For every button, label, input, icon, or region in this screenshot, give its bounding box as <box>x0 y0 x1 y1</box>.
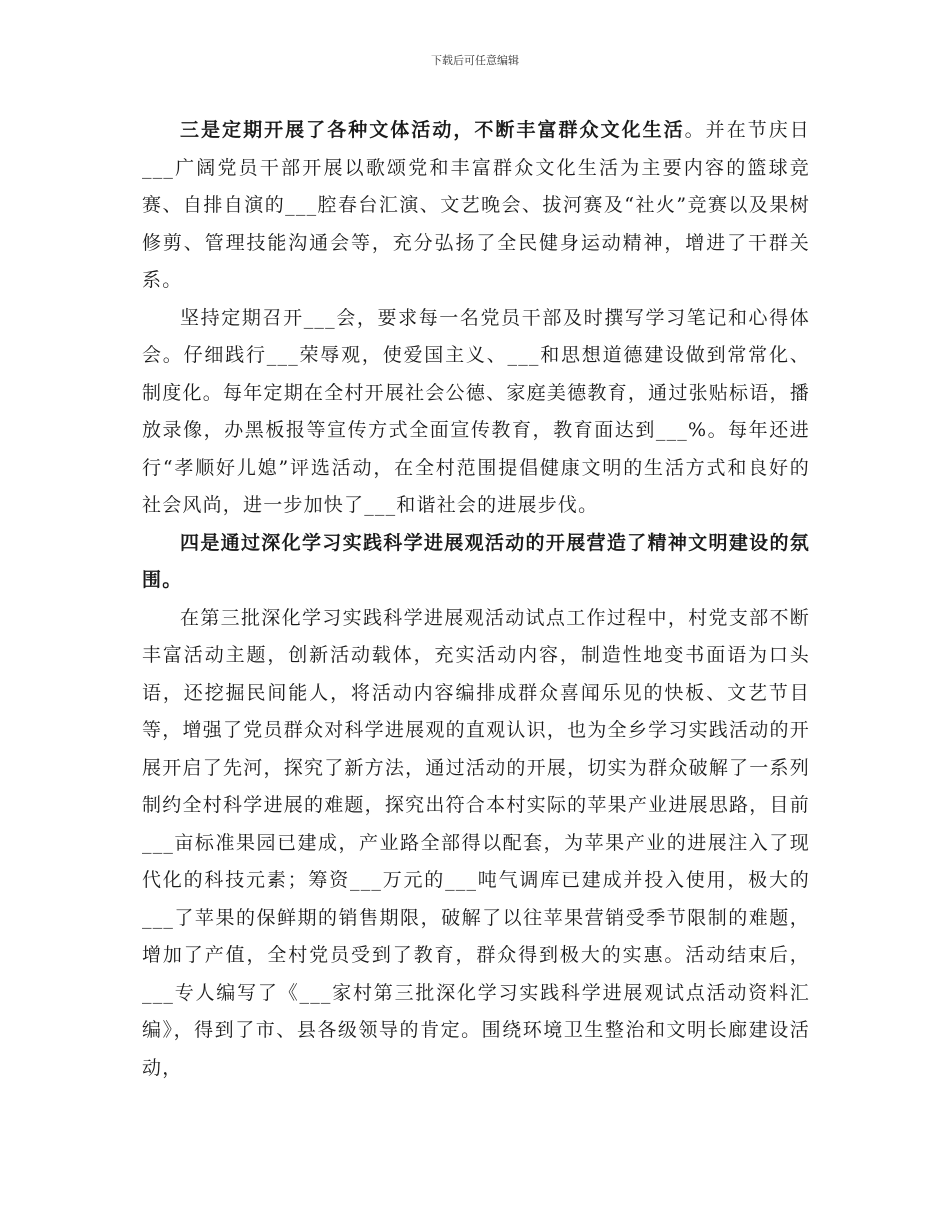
page-header: 下载后可任意编辑 <box>431 54 519 67</box>
paragraph-body-text: 。并在节庆日___广阔党员干部开展以歌颂党和丰富群众文化生活为主要内容的篮球竞赛、自排自演的___腔春台汇演、文艺晚会、拔河赛及“社火”竞赛以及果树修剪、管理技能沟通会等，充分弘扬了全民健身运动精神，增进了干群关系。 <box>142 119 810 291</box>
section-heading-four: 四是通过深化学习实践科学进展观活动的开展营造了精神文明建设的氛围。 <box>142 531 810 591</box>
paragraph-lead-heading: 三是定期开展了各种文体活动，不断丰富群众文化生活 <box>180 119 685 141</box>
document-body <box>142 112 810 1087</box>
paragraph-moral-education: 坚持定期召开___会，要求每一名党员干部及时撰写学习笔记和心得体会。仔细践行___荣辱观，使爱国主义、___和思想道德建设做到常常化、制度化。每年定期在全村开展社会公德、家庭美德教育，通过张贴标语，播放录像，办黑板报等宣传方式全面宣传教育，教育面达到___%。每年还进行“孝顺好儿媳”评选活动，在全村范围提倡健康文明的生活方式和良好的社会风尚，进一步加快了___和谐社会的进展步伐。 <box>142 306 810 516</box>
paragraph-culture-activities <box>142 112 810 300</box>
paragraph-practice-activities: 在第三批深化学习实践科学进展观活动试点工作过程中，村党支部不断丰富活动主题，创新活动载体，充实活动内容，制造性地变书面语为口头语，还挖掘民间能人，将活动内容编排成群众喜闻乐见的快板、文艺节目等，增强了党员群众对科学进展观的直观认识，也为全乡学习实践活动的开展开启了先河，探究了新方法，通过活动的开展，切实为群众破解了一系列制约全村科学进展的难题，探究出符合本村实际的苹果产业进展思路，目前___亩标准果园已建成，产业路全部得以配套，为苹果产业的进展注入了现代化的科技元素；筹资___万元的___吨气调库已建成并投入使用，极大的___了苹果的保鲜期的销售期限，破解了以往苹果营销受季节限制的难题，增加了产值，全村党员受到了教育，群众得到极大的实惠。活动结束后，___专人编写了《___家村第三批深化学习实践科学进展观试点活动资料汇编》，得到了市、县各级领导的肯定。围绕环境卫生整治和文明长廊建设活动， <box>142 606 810 1079</box>
